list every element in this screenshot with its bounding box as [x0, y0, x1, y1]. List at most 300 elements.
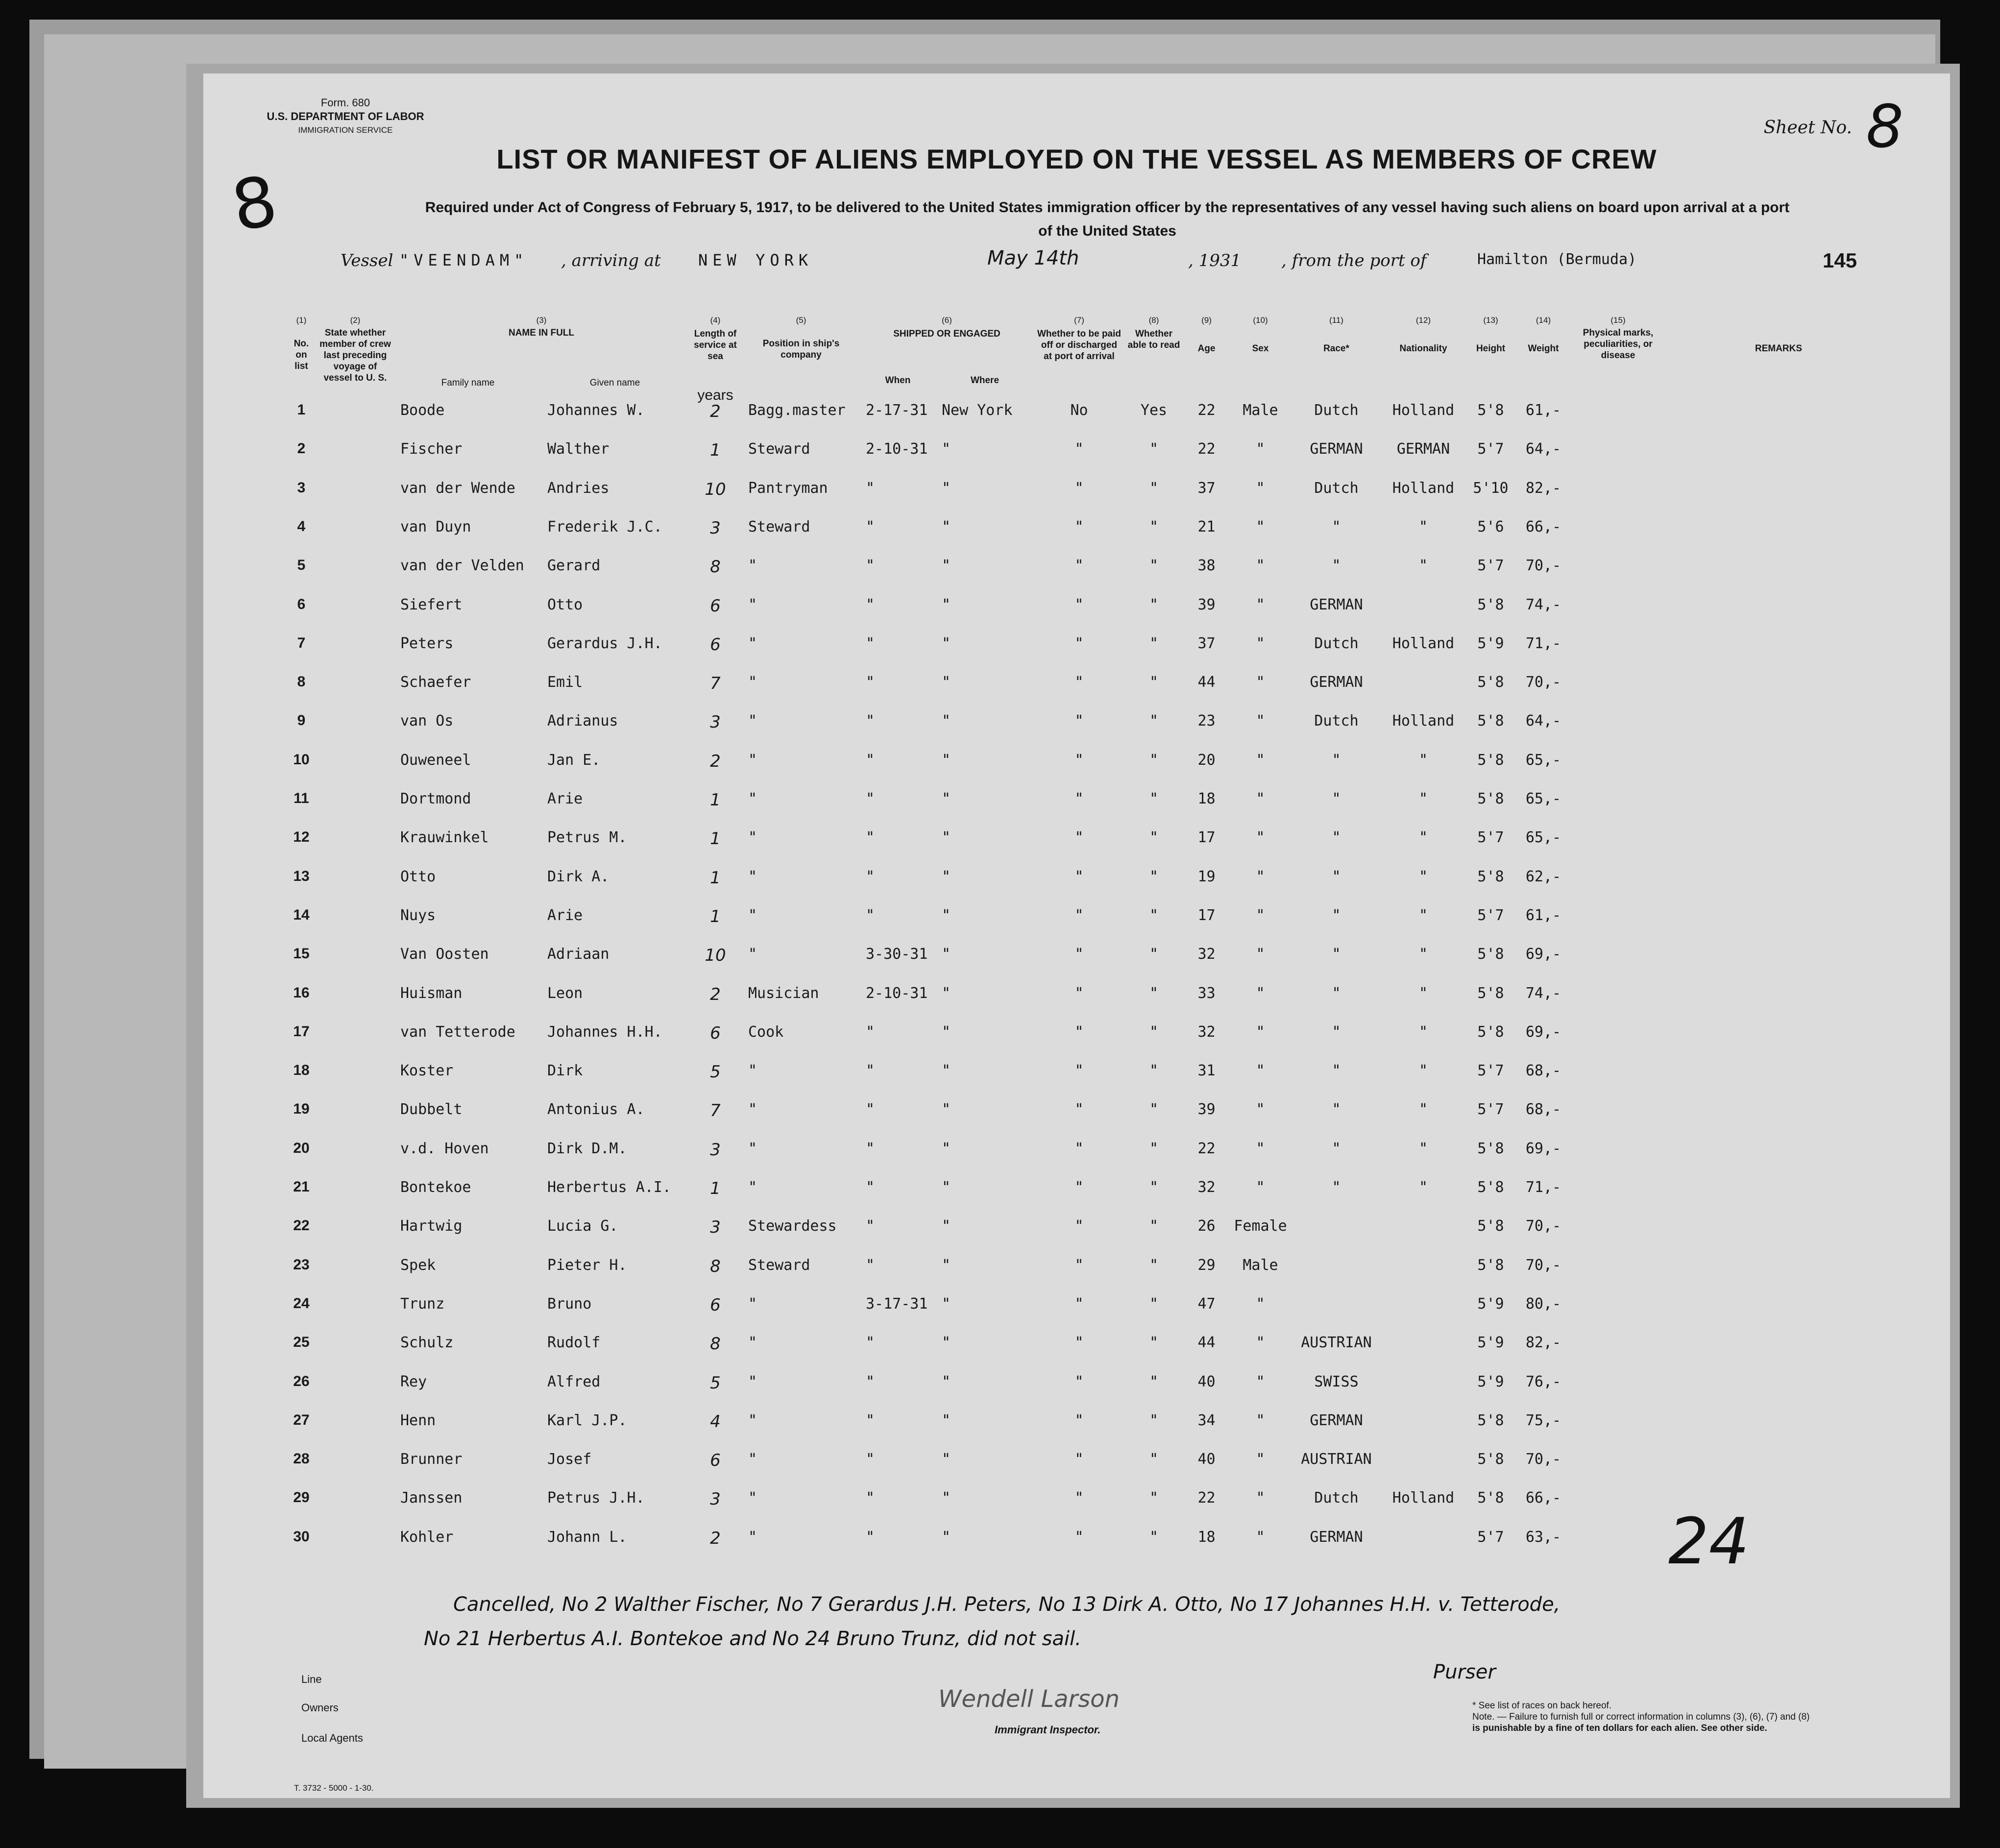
- cell-age: 39: [1197, 1101, 1216, 1119]
- cell-position: ": [748, 674, 757, 691]
- cell-no: 10: [293, 751, 310, 768]
- cell-position: ": [748, 1179, 757, 1196]
- cell-when: 2-10-31: [866, 984, 928, 1002]
- cell-sex: ": [1256, 1023, 1265, 1041]
- cell-read: ": [1149, 906, 1159, 924]
- column-number: (15): [1610, 316, 1626, 325]
- cell-read: ": [1149, 1217, 1159, 1235]
- cell-family: Dubbelt: [400, 1101, 463, 1119]
- cell-weight: 70,-: [1525, 1451, 1561, 1468]
- cell-height: 5'8: [1477, 1411, 1504, 1429]
- cell-sex: ": [1256, 440, 1265, 458]
- cell-family: Huisman: [400, 984, 463, 1002]
- cell-age: 19: [1197, 868, 1216, 885]
- cell-given: Gerardus J.H.: [547, 634, 662, 652]
- cell-family: Peters: [400, 634, 454, 652]
- cell-service: 1: [710, 829, 721, 849]
- cell-race: GERMAN: [1310, 1411, 1363, 1429]
- form-number: Form. 680: [320, 97, 370, 109]
- cell-age: 21: [1197, 518, 1216, 535]
- cell-race: ": [1332, 1140, 1341, 1157]
- cell-nationality: Holland: [1392, 1489, 1455, 1507]
- cell-weight: 74,-: [1525, 984, 1561, 1002]
- cell-race: AUSTRIAN: [1301, 1451, 1372, 1468]
- cell-race: Dutch: [1314, 479, 1359, 497]
- cell-when: ": [866, 1023, 875, 1041]
- cell-read: ": [1149, 712, 1159, 730]
- cell-read: ": [1149, 1295, 1159, 1313]
- cell-service: 3: [710, 518, 721, 538]
- cell-sex: ": [1256, 1411, 1265, 1429]
- cell-when: ": [866, 1528, 875, 1546]
- cell-paid: ": [1074, 479, 1084, 497]
- cell-given: Petrus J.H.: [547, 1489, 645, 1507]
- cell-height: 5'8: [1477, 1451, 1504, 1468]
- footer-note-3: is punishable by a fine of ten dollars for each alien. See other side.: [1472, 1723, 1767, 1733]
- vessel-info: [203, 247, 1950, 280]
- cell-nationality: Holland: [1392, 479, 1455, 497]
- cell-family: Fischer: [400, 440, 463, 458]
- cell-where: ": [942, 634, 951, 652]
- cell-height: 5'8: [1477, 1179, 1504, 1196]
- cell-when: 2-17-31: [866, 402, 928, 419]
- column-header-read: Whether able to read: [1127, 329, 1180, 350]
- cell-family: Dortmond: [400, 790, 471, 807]
- cell-age: 39: [1197, 596, 1216, 613]
- cell-where: ": [942, 440, 951, 458]
- service-name: IMMIGRATION SERVICE: [298, 125, 393, 135]
- column-header-height: Height: [1476, 343, 1506, 354]
- cell-race: ": [1332, 984, 1341, 1002]
- cell-weight: 65,-: [1525, 751, 1561, 769]
- cell-paid: ": [1074, 634, 1084, 652]
- cell-race: Dutch: [1314, 712, 1359, 730]
- cell-weight: 71,-: [1525, 634, 1561, 652]
- cell-nationality: Holland: [1392, 634, 1455, 652]
- cell-paid: ": [1074, 868, 1084, 885]
- cell-race: ": [1332, 557, 1341, 575]
- cell-nationality: ": [1418, 946, 1428, 963]
- cell-when: 3-17-31: [866, 1295, 928, 1313]
- cell-height: 5'9: [1477, 1373, 1504, 1390]
- cell-age: 34: [1197, 1411, 1216, 1429]
- cell-paid: ": [1074, 1489, 1084, 1507]
- cell-where: ": [942, 712, 951, 730]
- footer-notes: [1472, 1700, 1923, 1734]
- cell-height: 5'9: [1477, 1334, 1504, 1352]
- cancellation-note-line-1: Cancelled, No 2 Walther Fischer, No 7 Gerardus J.H. Peters, No 13 Dirk A. Otto, No 17 Johannes H.H. v. Tetterode,: [453, 1593, 1561, 1616]
- cell-race: ": [1332, 1101, 1341, 1119]
- cell-service: 6: [710, 1451, 721, 1471]
- cell-where: ": [942, 1023, 951, 1041]
- cell-position: Steward: [748, 518, 810, 535]
- cell-family: van Tetterode: [400, 1023, 515, 1041]
- cell-service: 10: [705, 946, 726, 966]
- cell-height: 5'9: [1477, 1295, 1504, 1313]
- cell-nationality: ": [1418, 1179, 1428, 1196]
- cell-no: 17: [293, 1023, 310, 1040]
- cell-sex: ": [1256, 984, 1265, 1002]
- cell-paid: ": [1074, 1411, 1084, 1429]
- cell-nationality: ": [1418, 906, 1428, 924]
- cell-weight: 69,-: [1525, 1023, 1561, 1041]
- cell-no: 8: [297, 674, 306, 690]
- cell-sex: ": [1256, 1373, 1265, 1390]
- cell-family: Schaefer: [400, 674, 471, 691]
- cell-position: ": [748, 634, 757, 652]
- cell-paid: ": [1074, 596, 1084, 613]
- cell-nationality: ": [1418, 557, 1428, 575]
- cell-paid: ": [1074, 1295, 1084, 1313]
- cell-age: 17: [1197, 906, 1216, 924]
- cell-height: 5'9: [1477, 634, 1504, 652]
- cell-position: ": [748, 1411, 757, 1429]
- cell-read: ": [1149, 1101, 1159, 1119]
- cell-service: 2: [710, 402, 721, 421]
- cell-given: Jan E.: [547, 751, 601, 769]
- cell-given: Lucia G.: [547, 1217, 618, 1235]
- cell-weight: 62,-: [1525, 868, 1561, 885]
- cell-paid: ": [1074, 946, 1084, 963]
- cell-when: ": [866, 1140, 875, 1157]
- cell-age: 18: [1197, 790, 1216, 807]
- cell-position: ": [748, 868, 757, 885]
- cell-weight: 68,-: [1525, 1101, 1561, 1119]
- cell-when: ": [866, 712, 875, 730]
- manifest-title: LIST OR MANIFEST OF ALIENS EMPLOYED ON THE VESSEL AS MEMBERS OF CREW: [496, 144, 1657, 174]
- cell-nationality: Holland: [1392, 402, 1455, 419]
- column-number: (12): [1415, 316, 1431, 325]
- cell-read: ": [1149, 1023, 1159, 1041]
- cell-where: ": [942, 868, 951, 885]
- purser-signature: Purser: [1433, 1661, 1496, 1683]
- cell-age: 20: [1197, 751, 1216, 769]
- cell-position: ": [748, 596, 757, 613]
- cell-paid: ": [1074, 1023, 1084, 1041]
- cell-race: GERMAN: [1310, 674, 1363, 691]
- cell-age: 40: [1197, 1373, 1216, 1390]
- column-header-service-unit: years: [697, 387, 733, 403]
- cell-position: Musician: [748, 984, 819, 1002]
- cell-read: ": [1149, 790, 1159, 807]
- arrival-date: May 14th: [987, 247, 1079, 269]
- cell-given: Emil: [547, 674, 583, 691]
- cell-position: Stewardess: [748, 1217, 837, 1235]
- cell-read: ": [1149, 1528, 1159, 1546]
- cell-no: 9: [297, 712, 306, 729]
- cell-height: 5'8: [1477, 984, 1504, 1002]
- cell-when: ": [866, 1334, 875, 1352]
- cell-age: 22: [1197, 1489, 1216, 1507]
- cell-position: ": [748, 1101, 757, 1119]
- cell-no: 5: [297, 557, 306, 574]
- cell-nationality: ": [1418, 829, 1428, 847]
- manifest-page: [203, 73, 1950, 1798]
- cell-family: van der Wende: [400, 479, 515, 497]
- cell-race: ": [1332, 829, 1341, 847]
- cell-when: ": [866, 1373, 875, 1390]
- cancellation-note-line-2: No 21 Herbertus A.I. Bontekoe and No 24 Bruno Trunz, did not sail.: [424, 1628, 1081, 1650]
- column-header-physical: Physical marks, peculiarities, or disease: [1583, 328, 1654, 361]
- cell-no: 22: [293, 1217, 310, 1234]
- form-header: [257, 96, 434, 137]
- cell-sex: ": [1256, 1179, 1265, 1196]
- cell-when: ": [866, 557, 875, 575]
- cell-read: ": [1149, 1373, 1159, 1390]
- cell-when: 2-10-31: [866, 440, 928, 458]
- footer-note-1: * See list of races on back hereof.: [1472, 1701, 1612, 1711]
- manifest-subtitle: [292, 196, 1923, 243]
- cell-position: ": [748, 829, 757, 847]
- cell-where: ": [942, 984, 951, 1002]
- cell-service: 5: [710, 1373, 721, 1393]
- cell-weight: 64,-: [1525, 712, 1561, 730]
- cell-race: ": [1332, 868, 1341, 885]
- cell-age: 26: [1197, 1217, 1216, 1235]
- arrival-year: , 1931: [1188, 251, 1242, 270]
- cell-when: ": [866, 518, 875, 535]
- cell-sex: ": [1256, 518, 1265, 535]
- cell-sex: Male: [1243, 1256, 1278, 1274]
- cell-when: ": [866, 674, 875, 691]
- cell-when: ": [866, 1489, 875, 1507]
- cell-where: ": [942, 518, 951, 535]
- cell-weight: 71,-: [1525, 1179, 1561, 1196]
- cell-nationality: ": [1418, 1062, 1428, 1080]
- cell-weight: 75,-: [1525, 1411, 1561, 1429]
- cell-read: ": [1149, 1451, 1159, 1468]
- cell-nationality: ": [1418, 1101, 1428, 1119]
- cell-age: 32: [1197, 946, 1216, 963]
- cell-no: 15: [293, 946, 310, 962]
- cell-given: Frederik J.C.: [547, 518, 662, 535]
- cell-given: Arie: [547, 790, 583, 807]
- cell-given: Arie: [547, 906, 583, 924]
- cell-race: ": [1332, 518, 1341, 535]
- cell-given: Johannes W.: [547, 402, 645, 419]
- cell-family: Spek: [400, 1256, 436, 1274]
- cell-age: 33: [1197, 984, 1216, 1002]
- cell-service: 6: [710, 596, 721, 616]
- cell-family: Otto: [400, 868, 436, 885]
- cell-sex: ": [1256, 557, 1265, 575]
- cell-no: 23: [293, 1256, 310, 1273]
- cell-age: 22: [1197, 440, 1216, 458]
- cell-sex: ": [1256, 829, 1265, 847]
- inspector-signature: Wendell Larson: [938, 1685, 1120, 1713]
- cell-service: 1: [710, 790, 721, 810]
- cell-service: 3: [710, 1140, 721, 1160]
- cell-paid: ": [1074, 790, 1084, 807]
- column-number: (14): [1536, 316, 1551, 325]
- cell-family: Van Oosten: [400, 946, 489, 963]
- cell-read: ": [1149, 868, 1159, 885]
- cell-weight: 69,-: [1525, 1140, 1561, 1157]
- cell-when: ": [866, 790, 875, 807]
- cell-age: 22: [1197, 402, 1216, 419]
- cell-age: 44: [1197, 1334, 1216, 1352]
- cell-paid: ": [1074, 712, 1084, 730]
- cell-nationality: ": [1418, 518, 1428, 535]
- column-number: (7): [1074, 316, 1084, 325]
- cell-position: ": [748, 557, 757, 575]
- cell-weight: 70,-: [1525, 557, 1561, 575]
- page-number: 145: [1823, 249, 1857, 272]
- cell-age: 32: [1197, 1179, 1216, 1196]
- cell-sex: ": [1256, 634, 1265, 652]
- cell-sex: ": [1256, 751, 1265, 769]
- cell-service: 1: [710, 868, 721, 888]
- cell-family: Hartwig: [400, 1217, 463, 1235]
- cell-where: New York: [942, 402, 1013, 419]
- cell-given: Alfred: [547, 1373, 601, 1390]
- cell-race: Dutch: [1314, 1489, 1359, 1507]
- cell-age: 44: [1197, 674, 1216, 691]
- column-number: (4): [710, 316, 721, 325]
- cell-age: 29: [1197, 1256, 1216, 1274]
- cell-weight: 69,-: [1525, 946, 1561, 963]
- cell-given: Josef: [547, 1451, 592, 1468]
- cell-given: Andries: [547, 479, 610, 497]
- cell-weight: 68,-: [1525, 1062, 1561, 1080]
- cell-nationality: ": [1418, 868, 1428, 885]
- cell-sex: ": [1256, 1295, 1265, 1313]
- from-port: Hamilton (Bermuda): [1477, 251, 1637, 268]
- cell-family: van der Velden: [400, 557, 524, 575]
- sheet-label: Sheet No.: [1763, 118, 1852, 138]
- cell-service: 6: [710, 634, 721, 655]
- cell-no: 2: [297, 440, 306, 457]
- column-number: (3): [536, 316, 547, 325]
- cell-read: ": [1149, 1411, 1159, 1429]
- cell-where: ": [942, 751, 951, 769]
- cell-service: 5: [710, 1062, 721, 1082]
- column-number: (8): [1148, 316, 1159, 325]
- cell-family: Koster: [400, 1062, 454, 1080]
- cell-position: ": [748, 790, 757, 807]
- column-header-paid-off: Whether to be paid off or discharged at port of arrival: [1037, 329, 1121, 362]
- cell-when: ": [866, 751, 875, 769]
- cell-family: Boode: [400, 402, 445, 419]
- cell-sex: ": [1256, 674, 1265, 691]
- cell-age: 18: [1197, 1528, 1216, 1546]
- cell-race: ": [1332, 751, 1341, 769]
- cell-height: 5'7: [1477, 1101, 1504, 1119]
- column-number: (5): [796, 316, 806, 325]
- cell-given: Otto: [547, 596, 583, 613]
- column-header-race: Race*: [1323, 343, 1349, 354]
- cell-given: Petrus M.: [547, 829, 627, 847]
- cell-sex: ": [1256, 1528, 1265, 1546]
- column-header-age: Age: [1197, 343, 1216, 354]
- cell-age: 22: [1197, 1140, 1216, 1157]
- cell-no: 20: [293, 1140, 310, 1156]
- cell-given: Antonius A.: [547, 1101, 645, 1119]
- cell-position: ": [748, 1373, 757, 1390]
- cell-where: ": [942, 1256, 951, 1274]
- cell-race: ": [1332, 906, 1341, 924]
- cell-height: 5'8: [1477, 868, 1504, 885]
- cell-no: 28: [293, 1451, 310, 1467]
- department-name: U.S. DEPARTMENT OF LABOR: [267, 110, 424, 122]
- cell-weight: 74,-: [1525, 596, 1561, 613]
- cell-given: Johann L.: [547, 1528, 627, 1546]
- cell-paid: ": [1074, 557, 1084, 575]
- column-number: (6): [942, 316, 952, 325]
- cell-nationality: ": [1418, 1023, 1428, 1041]
- cell-weight: 65,-: [1525, 829, 1561, 847]
- cell-weight: 80,-: [1525, 1295, 1561, 1313]
- cell-sex: ": [1256, 906, 1265, 924]
- cell-service: 1: [710, 906, 721, 926]
- cell-age: 38: [1197, 557, 1216, 575]
- cell-given: Dirk: [547, 1062, 583, 1080]
- line-label: Line: [301, 1673, 322, 1685]
- cell-age: 37: [1197, 479, 1216, 497]
- arriving-label: , arriving at: [561, 251, 661, 270]
- cell-height: 5'6: [1477, 518, 1504, 535]
- cell-read: ": [1149, 518, 1159, 535]
- cell-age: 17: [1197, 829, 1216, 847]
- cell-when: ": [866, 1179, 875, 1196]
- cell-where: ": [942, 1451, 951, 1468]
- cell-sex: ": [1256, 1334, 1265, 1352]
- cell-sex: ": [1256, 479, 1265, 497]
- cell-read: ": [1149, 634, 1159, 652]
- column-header-remarks: REMARKS: [1755, 343, 1803, 354]
- local-agents-label: Local Agents: [301, 1732, 363, 1744]
- cell-read: ": [1149, 1256, 1159, 1274]
- cell-service: 7: [710, 674, 721, 694]
- cell-read: ": [1149, 1489, 1159, 1507]
- cell-no: 1: [297, 402, 306, 418]
- cell-height: 5'8: [1477, 1256, 1504, 1274]
- cell-where: ": [942, 790, 951, 807]
- cell-age: 23: [1197, 712, 1216, 730]
- cell-nationality: Holland: [1392, 712, 1455, 730]
- column-header-where: Where: [970, 375, 1000, 386]
- cell-read: ": [1149, 946, 1159, 963]
- cell-service: 6: [710, 1023, 721, 1043]
- cell-position: ": [748, 1295, 757, 1313]
- cell-position: Pantryman: [748, 479, 828, 497]
- cell-service: 3: [710, 712, 721, 732]
- cell-service: 8: [710, 557, 721, 577]
- cell-where: ": [942, 1373, 951, 1390]
- column-number: (9): [1201, 316, 1212, 325]
- cell-family: Krauwinkel: [400, 829, 489, 847]
- cell-paid: ": [1074, 1217, 1084, 1235]
- cell-nationality: GERMAN: [1396, 440, 1450, 458]
- cell-when: ": [866, 1062, 875, 1080]
- cell-when: ": [866, 1256, 875, 1274]
- cell-given: Johannes H.H.: [547, 1023, 662, 1041]
- cell-read: ": [1149, 596, 1159, 613]
- cell-family: Rey: [400, 1373, 427, 1390]
- cell-race: Dutch: [1314, 634, 1359, 652]
- cell-race: GERMAN: [1310, 1528, 1363, 1546]
- subtitle-line-1: Required under Act of Congress of February 5, 1917, to be delivered to the United States immigration officer by the representatives of any vessel having such aliens on board upon arrival at a port: [425, 199, 1790, 216]
- cell-no: 21: [293, 1179, 310, 1195]
- cell-sex: ": [1256, 1140, 1265, 1157]
- cell-when: ": [866, 596, 875, 613]
- cell-given: Bruno: [547, 1295, 592, 1313]
- cell-given: Gerard: [547, 557, 601, 575]
- column-number: (10): [1253, 316, 1268, 325]
- cell-no: 18: [293, 1062, 310, 1079]
- cell-service: 10: [705, 479, 726, 499]
- cell-no: 4: [297, 518, 306, 535]
